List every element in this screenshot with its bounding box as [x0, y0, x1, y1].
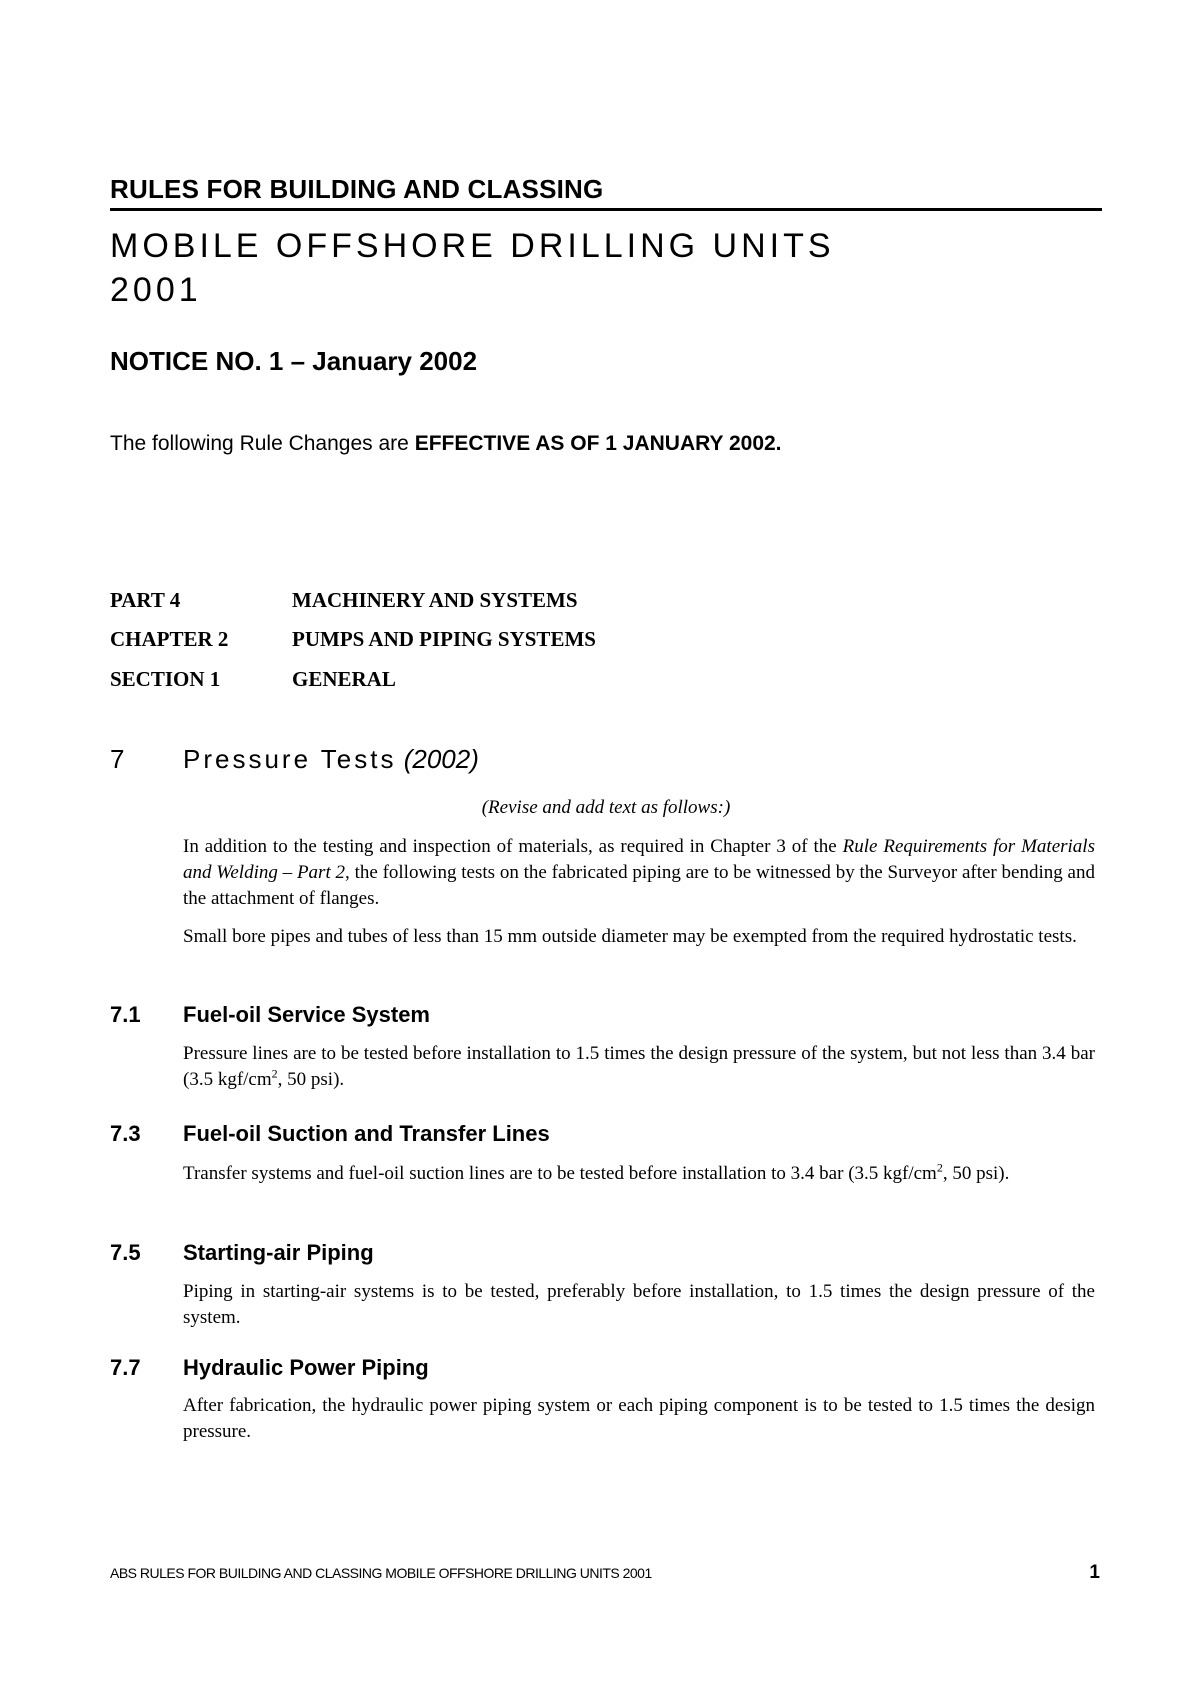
- subsection-7-5-heading: [110, 1238, 374, 1268]
- page-footer: [110, 1563, 1100, 1583]
- footer-text: ABS RULES FOR BUILDING AND CLASSING MOBILE OFFSHORE DRILLING UNITS 2001: [110, 1565, 652, 1581]
- effective-date: EFFECTIVE AS OF 1 JANUARY 2002.: [414, 432, 782, 455]
- subsection-7-5-title: Starting-air Piping: [183, 1240, 374, 1265]
- page-number: 1: [1089, 1562, 1100, 1583]
- part-row: [110, 586, 578, 614]
- subsection-7-7-title: Hydraulic Power Piping: [183, 1355, 429, 1380]
- effective-prefix: The following Rule Changes are: [110, 432, 415, 455]
- superscript: 2: [271, 1066, 278, 1081]
- section-row: [110, 665, 396, 693]
- subsection-7-1-text: [183, 1041, 1095, 1093]
- chapter-label: CHAPTER 2: [110, 627, 229, 651]
- subsection-7-1-text-b: , 50 psi).: [277, 1069, 345, 1090]
- section-7-number: 7: [110, 744, 125, 774]
- main-title-line-2: 2001: [110, 271, 202, 309]
- chapter-row: [110, 625, 596, 653]
- section-value: GENERAL: [292, 667, 396, 691]
- subsection-7-3-heading: [110, 1119, 550, 1149]
- subsection-7-7-number: 7.7: [110, 1355, 141, 1380]
- main-title: [110, 224, 835, 312]
- header-title: RULES FOR BUILDING AND CLASSING: [110, 174, 604, 204]
- section-7-paragraph-1: [183, 834, 1095, 912]
- subsection-7-7-heading: [110, 1353, 429, 1383]
- main-title-line-1: MOBILE OFFSHORE DRILLING UNITS: [110, 227, 835, 265]
- subsection-7-3-number: 7.3: [110, 1121, 141, 1146]
- subsection-7-3-title: Fuel-oil Suction and Transfer Lines: [183, 1121, 550, 1146]
- section-label: SECTION 1: [110, 667, 221, 691]
- subsection-7-3-text: [183, 1161, 1095, 1187]
- para1-reference: Rule Requirements for Materials and Welding – Part 2: [183, 836, 1095, 883]
- revise-note: (Revise and add text as follows:): [481, 797, 731, 818]
- header-rule: [110, 208, 1102, 211]
- section-7-heading: [110, 742, 479, 776]
- effective-statement: [110, 430, 782, 458]
- part-value: MACHINERY AND SYSTEMS: [292, 588, 578, 612]
- chapter-value: PUMPS AND PIPING SYSTEMS: [292, 627, 596, 651]
- section-7-year: (2002): [403, 744, 479, 774]
- subsection-7-1-title: Fuel-oil Service System: [183, 1002, 430, 1027]
- document-header: [110, 172, 1102, 211]
- section-7-paragraph-2: Small bore pipes and tubes of less than 15 mm outside diameter may be exempted from the required hydrostatic tests.: [183, 926, 1077, 947]
- section-7-title: Pressure Tests: [183, 744, 397, 774]
- notice-heading: NOTICE NO. 1 – January 2002: [110, 346, 478, 376]
- subsection-7-5-number: 7.5: [110, 1240, 141, 1265]
- subsection-7-3-text-b: , 50 psi).: [942, 1163, 1010, 1184]
- subsection-7-5-text: Piping in starting-air systems is to be tested, preferably before installation, to 1.5 times the design pressure of the system.: [183, 1281, 1095, 1328]
- para1-text-a: In addition to the testing and inspection of materials, as required in Chapter 3 of the: [183, 836, 843, 857]
- subsection-7-1-number: 7.1: [110, 1002, 141, 1027]
- para1-text-b: , the following tests on the fabricated piping are to be witnessed by the Surveyor after bending and the attachment of flanges.: [183, 862, 1095, 909]
- subsection-7-1-heading: [110, 1000, 430, 1030]
- part-label: PART 4: [110, 588, 181, 612]
- subsection-7-3-text-a: Transfer systems and fuel-oil suction lines are to be tested before installation to 3.4 bar (3.5 kgf/cm: [183, 1163, 937, 1184]
- subsection-7-1-text-a: Pressure lines are to be tested before installation to 1.5 times the design pressure of the system, but not less than 3.4 bar (3.5 kgf/cm: [183, 1043, 1095, 1090]
- subsection-7-7-text: After fabrication, the hydraulic power piping system or each piping component is to be tested to 1.5 times the design pressure.: [183, 1395, 1095, 1442]
- superscript: 2: [936, 1160, 943, 1175]
